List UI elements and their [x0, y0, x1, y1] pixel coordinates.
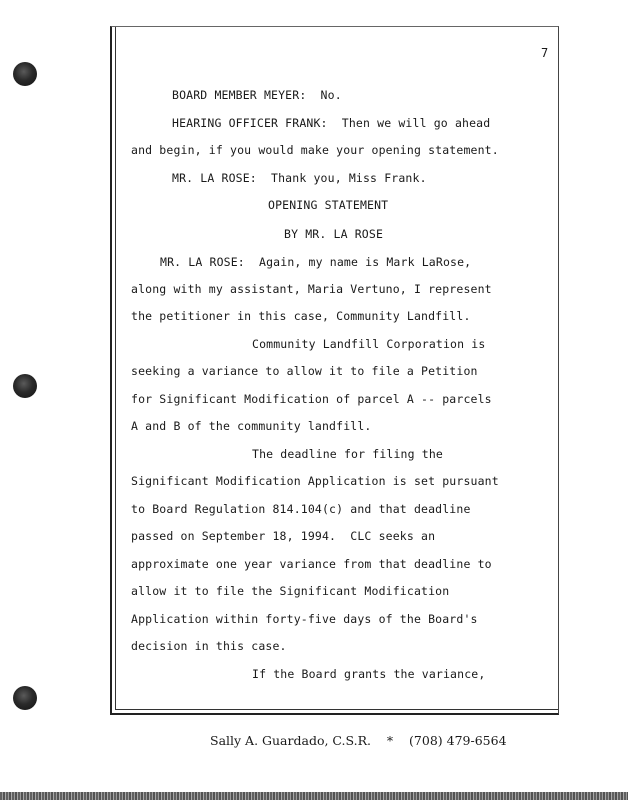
transcript-line: HEARING OFFICER FRANK: Then we will go ahead	[172, 116, 491, 130]
punch-hole-top	[13, 62, 37, 86]
transcript-line: A and B of the community landfill.	[131, 419, 372, 433]
transcript-line: Application within forty-five days of the Board's	[131, 612, 478, 626]
scan-edge	[0, 792, 628, 800]
transcript-line: passed on September 18, 1994. CLC seeks an	[131, 529, 436, 543]
reporter-phone: (708) 479-6564	[409, 733, 507, 748]
transcript-line: decision in this case.	[131, 639, 287, 653]
transcript-line: BOARD MEMBER MEYER: No.	[172, 88, 342, 102]
punch-hole-bottom	[13, 686, 37, 710]
transcript-line: MR. LA ROSE: Again, my name is Mark LaRose,	[160, 255, 472, 269]
transcript-line: Community Landfill Corporation is	[252, 337, 486, 351]
section-subheading: BY MR. LA ROSE	[284, 227, 384, 241]
transcript-line: approximate one year variance from that deadline to	[131, 557, 492, 571]
footer-separator: *	[386, 733, 394, 748]
transcript-line: The deadline for filing the	[252, 447, 443, 461]
section-heading: OPENING STATEMENT	[268, 198, 389, 212]
transcript-line: and begin, if you would make your opening statement.	[131, 143, 499, 157]
reporter-name: Sally A. Guardado, C.S.R.	[210, 733, 371, 748]
reporter-footer	[210, 733, 507, 748]
transcript-line: seeking a variance to allow it to file a Petition	[131, 364, 478, 378]
transcript-line: Significant Modification Application is set pursuant	[131, 474, 499, 488]
transcript-line: allow it to file the Significant Modification	[131, 584, 450, 598]
punch-hole-middle	[13, 374, 37, 398]
page-number: 7	[541, 46, 549, 60]
transcript-line: for Significant Modification of parcel A -- parcels	[131, 392, 492, 406]
transcript-line: along with my assistant, Maria Vertuno, I represent	[131, 282, 492, 296]
transcript-line: MR. LA ROSE: Thank you, Miss Frank.	[172, 171, 427, 185]
transcript-line: If the Board grants the variance,	[252, 667, 486, 681]
transcript-line: to Board Regulation 814.104(c) and that deadline	[131, 502, 471, 516]
transcript-line: the petitioner in this case, Community Landfill.	[131, 309, 471, 323]
